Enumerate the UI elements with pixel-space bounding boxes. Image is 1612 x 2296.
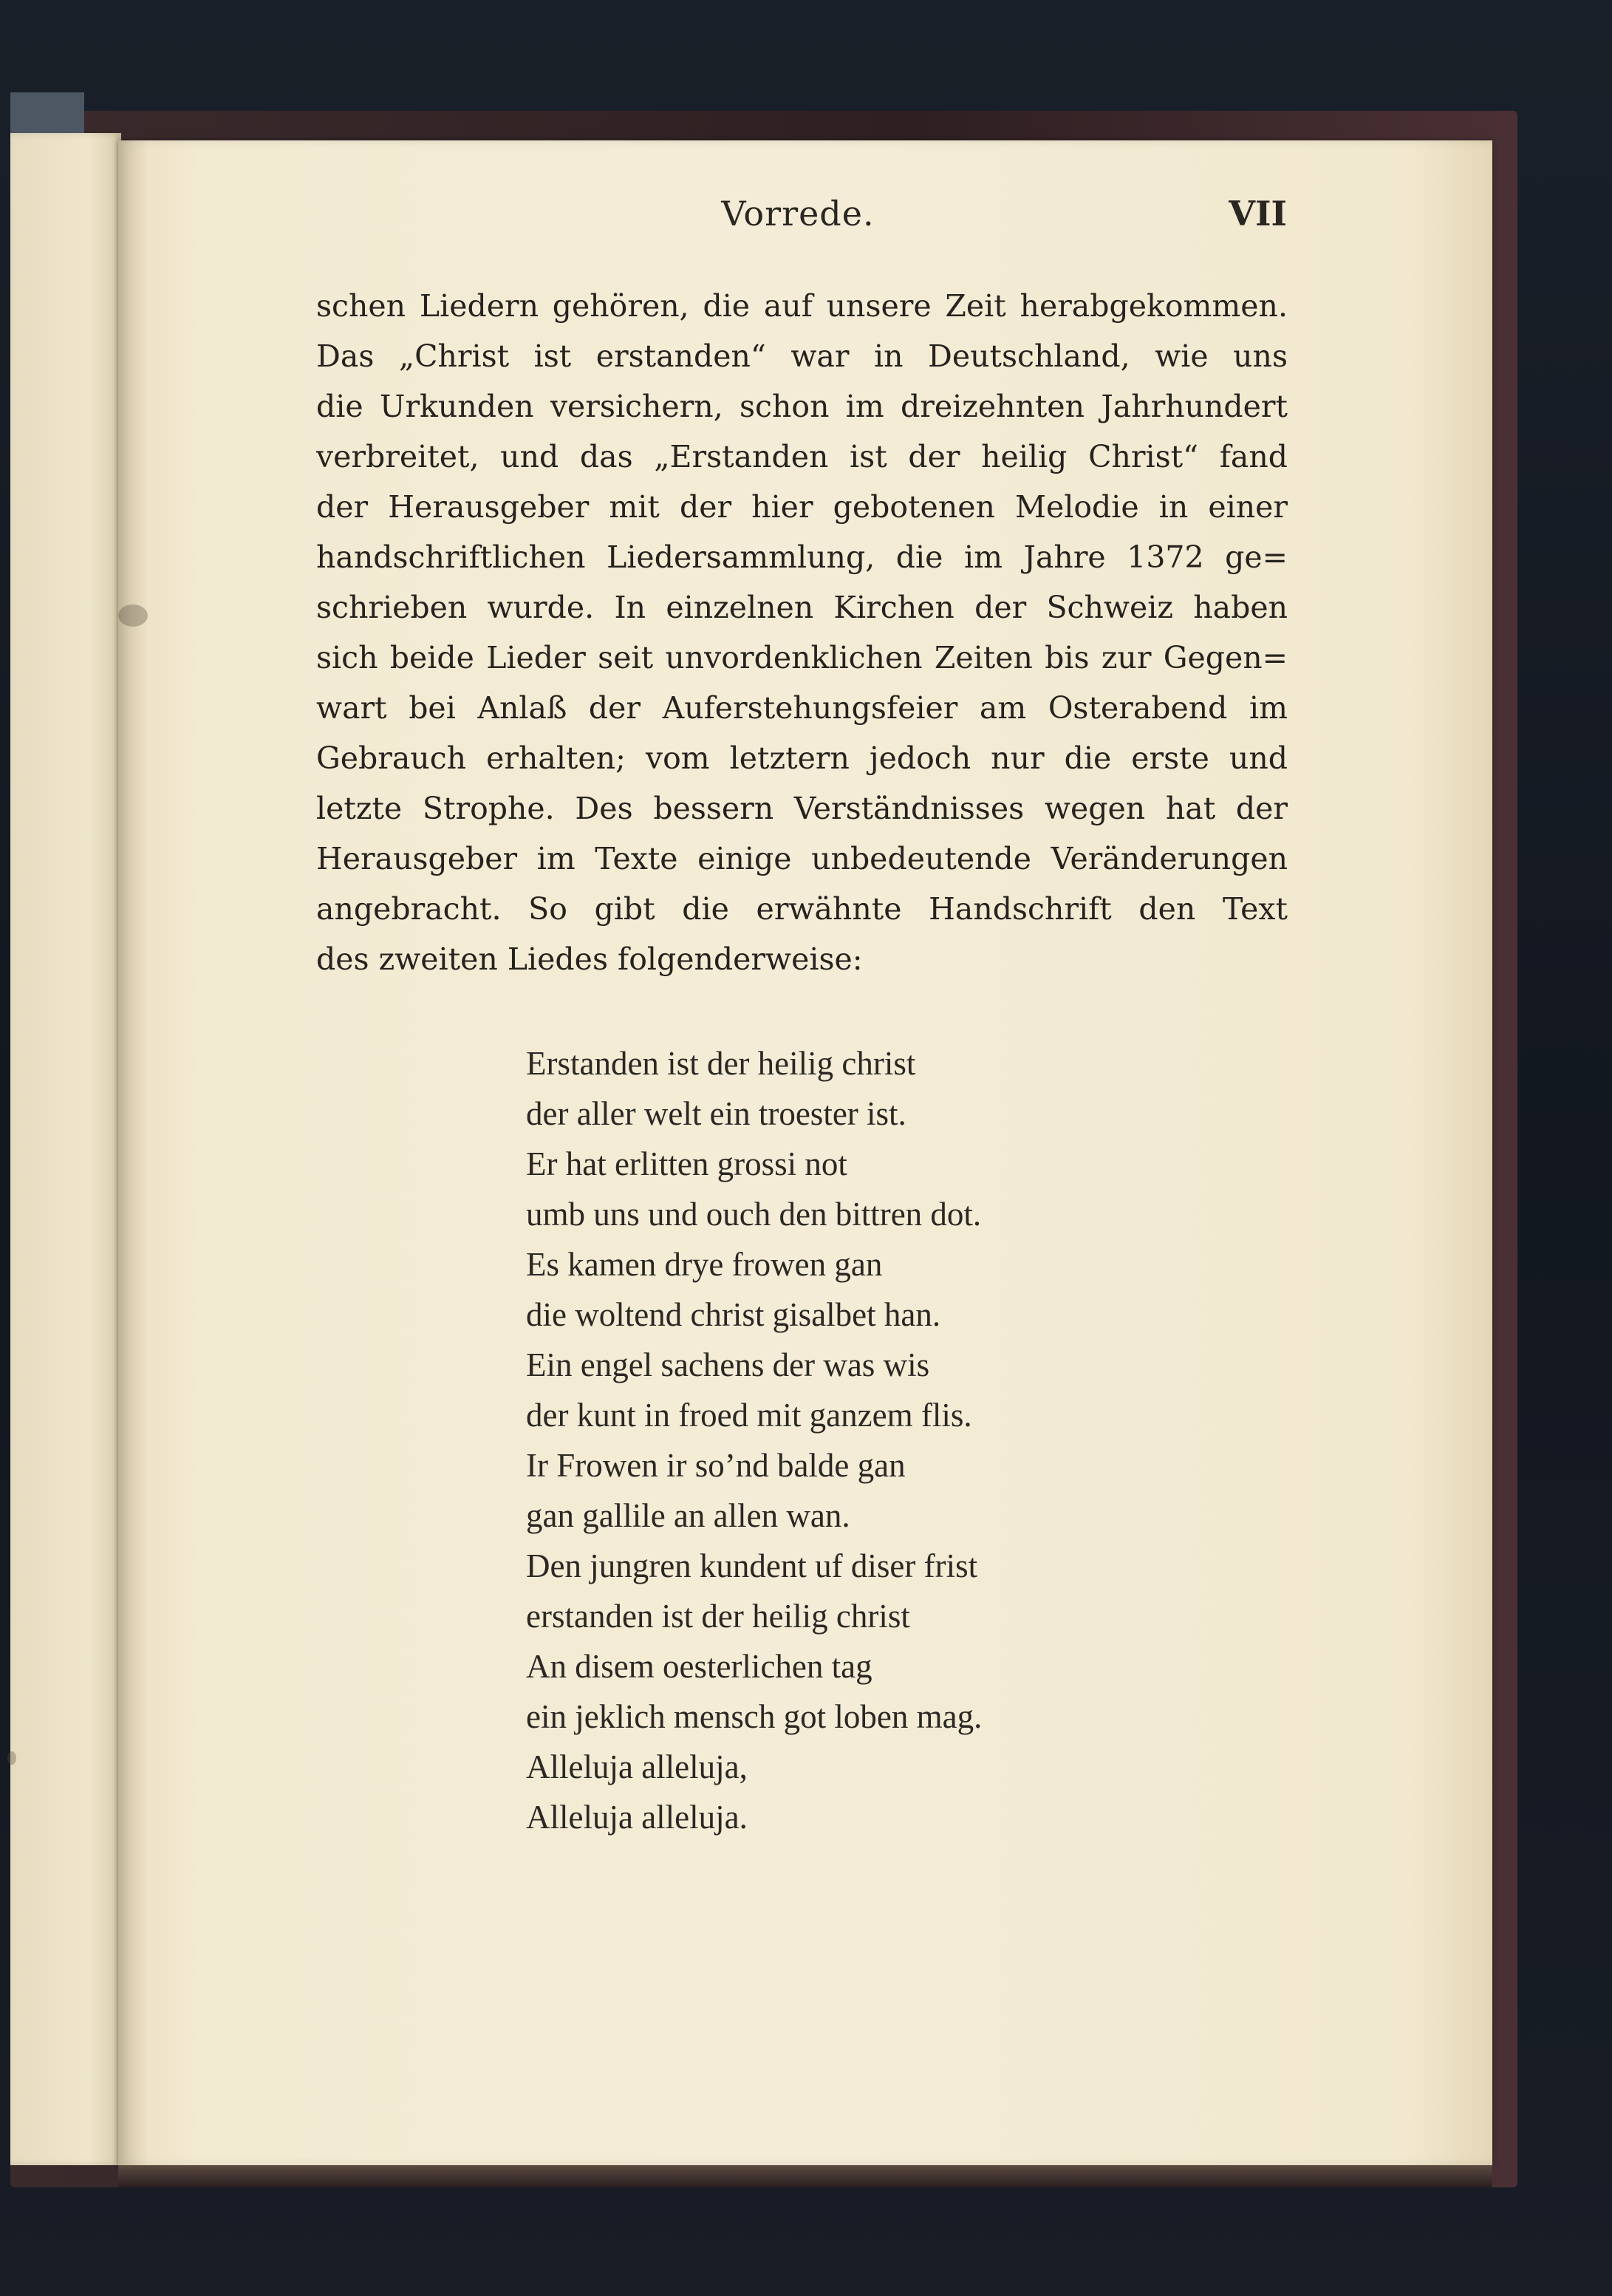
prose-line: Herausgeber im Texte einige unbedeutende Veränderungen (316, 841, 1288, 876)
page-speck (118, 604, 148, 627)
poem-line: Ein engel sachens der was wis (526, 1346, 930, 1383)
prose-line: Gebrauch erhalten; vom letztern jedoch nur die erste und (316, 740, 1288, 776)
poem-line: An disem oesterlichen tag (526, 1648, 872, 1685)
poem-block (526, 1038, 1191, 1842)
poem-line: gan gallile an allen wan. (526, 1497, 850, 1534)
poem-line: der aller welt ein troester ist. (526, 1095, 906, 1132)
poem-line: erstanden ist der heilig christ (526, 1598, 910, 1635)
prose-line: des zweiten Liedes folgenderweise: (316, 941, 863, 977)
prose-line: die Urkunden versichern, schon im dreizehnten Jahrhundert (316, 389, 1288, 424)
poem-line: der kunt in froed mit ganzem flis. (526, 1397, 972, 1434)
poem-line: Den jungren kundent uf diser frist (526, 1547, 978, 1584)
poem-line: Erstanden ist der heilig christ (526, 1045, 916, 1082)
left-page-top-strip (10, 92, 84, 137)
poem-line: Es kamen drye frowen gan (526, 1246, 883, 1283)
poem-line: Alleluja alleluja, (526, 1748, 748, 1785)
prose-line: wart bei Anlaß der Auferstehungsfeier am Osterabend im (316, 690, 1288, 726)
prose-line: schrieben wurde. In einzelnen Kirchen der Schweiz haben (316, 590, 1288, 625)
page-number: VII (1229, 194, 1287, 234)
prose-line: handschriftlichen Liedersammlung, die im Jahre 1372 ge= (316, 539, 1288, 575)
prose-line: letzte Strophe. Des bessern Verständnisses wegen hat der (316, 791, 1288, 826)
page-gutter-shadow (118, 140, 148, 2165)
running-title: Vorrede. (721, 194, 875, 234)
bottom-edge (118, 2165, 1492, 2187)
prose-line: schen Liedern gehören, die auf unsere Zeit herabgekommen. (316, 288, 1288, 324)
poem-line: umb uns und ouch den bittren dot. (526, 1196, 982, 1233)
prose-line: der Herausgeber mit der hier gebotenen Melodie in einer (316, 489, 1288, 525)
poem-line: Er hat erlitten grossi not (526, 1145, 847, 1182)
poem-line: ein jeklich mensch got loben mag. (526, 1698, 983, 1735)
prose-line: angebracht. So gibt die erwähnte Handschrift den Text (316, 891, 1288, 927)
page-speck (7, 1751, 16, 1765)
running-head (310, 194, 1285, 245)
poem-line: Alleluja alleluja. (526, 1799, 748, 1836)
prose-paragraph (316, 281, 1288, 984)
prose-line: sich beide Lieder seit unvordenklichen Zeiten bis zur Gegen= (316, 640, 1288, 675)
prose-line: Das „Christ ist erstanden“ war in Deutschland, wie uns (316, 338, 1288, 374)
poem-line: Ir Frowen ir so’nd balde gan (526, 1447, 906, 1484)
left-page-edge (10, 133, 121, 2165)
poem-line: die woltend christ gisalbet han. (526, 1296, 941, 1333)
prose-line: verbreitet, und das „Erstanden ist der heilig Christ“ fand (316, 439, 1288, 474)
